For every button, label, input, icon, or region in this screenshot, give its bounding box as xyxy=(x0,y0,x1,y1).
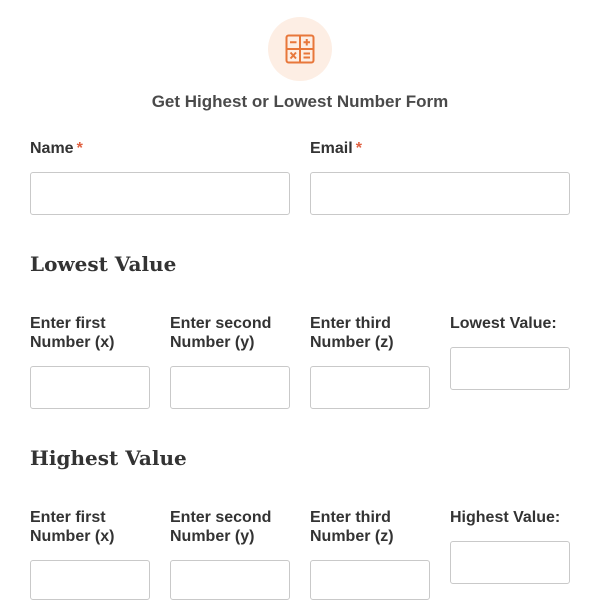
calculator-icon xyxy=(285,34,315,64)
name-input[interactable] xyxy=(30,172,290,215)
highest-second-label-line1: Enter second xyxy=(170,509,272,526)
email-required-marker: * xyxy=(355,140,362,157)
email-input[interactable] xyxy=(310,172,570,215)
name-label xyxy=(30,139,83,158)
email-label-text: Email xyxy=(310,140,353,157)
name-label-text: Name xyxy=(30,140,74,157)
highest-first-label-line2: Number (x) xyxy=(30,528,115,545)
highest-first-number-input[interactable] xyxy=(30,560,150,600)
lowest-first-number-label xyxy=(30,314,114,352)
lowest-third-label-line2: Number (z) xyxy=(310,334,394,351)
lowest-third-number-input[interactable] xyxy=(310,366,430,409)
lowest-first-number-input[interactable] xyxy=(30,366,150,409)
lowest-second-label-line2: Number (y) xyxy=(170,334,255,351)
name-required-marker: * xyxy=(76,140,83,157)
form-title: Get Highest or Lowest Number Form xyxy=(151,92,449,111)
lowest-second-label-line1: Enter second xyxy=(170,315,272,332)
lowest-second-number-label xyxy=(170,314,271,352)
email-label xyxy=(310,139,362,158)
lowest-first-label-line1: Enter first xyxy=(30,315,106,332)
lowest-value-heading: Lowest Value xyxy=(30,252,177,276)
highest-value-heading: Highest Value xyxy=(30,446,187,470)
highest-third-label-line2: Number (z) xyxy=(310,528,394,545)
highest-third-number-label xyxy=(310,508,394,546)
lowest-first-label-line2: Number (x) xyxy=(30,334,115,351)
lowest-result-input[interactable] xyxy=(450,347,570,390)
highest-second-number-input[interactable] xyxy=(170,560,290,600)
lowest-second-number-input[interactable] xyxy=(170,366,290,409)
highest-second-number-label xyxy=(170,508,271,546)
highest-third-number-input[interactable] xyxy=(310,560,430,600)
highest-first-label-line1: Enter first xyxy=(30,509,106,526)
highest-result-input[interactable] xyxy=(450,541,570,584)
lowest-third-number-label xyxy=(310,314,394,352)
form-icon-badge xyxy=(268,17,332,81)
lowest-result-label: Lowest Value: xyxy=(450,315,557,332)
highest-first-number-label xyxy=(30,508,114,546)
highest-second-label-line2: Number (y) xyxy=(170,528,255,545)
lowest-third-label-line1: Enter third xyxy=(310,315,391,332)
highest-third-label-line1: Enter third xyxy=(310,509,391,526)
highest-result-label: Highest Value: xyxy=(450,509,561,526)
